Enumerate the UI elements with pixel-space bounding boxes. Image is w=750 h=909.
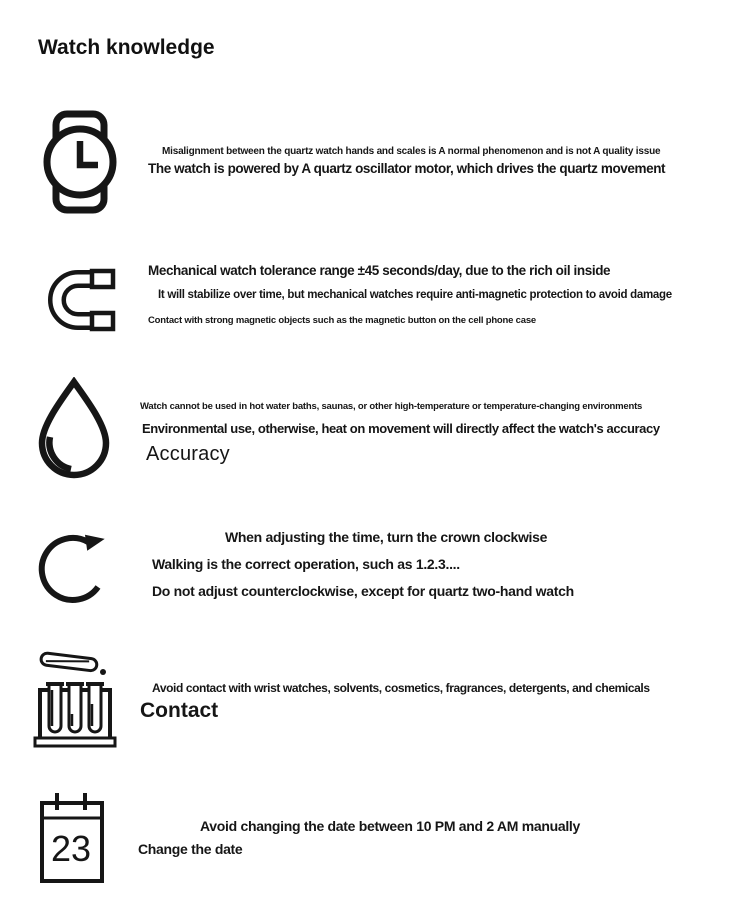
quartz-misalignment-note: Misalignment between the quartz watch hands and scales is A normal phenomenon and is not A quality issue xyxy=(162,146,661,157)
tolerance-range-text: Mechanical watch tolerance range ±45 seconds/day, due to the rich oil inside xyxy=(148,263,611,278)
stabilize-text: It will stabilize over time, but mechanical watches require anti-magnetic protection to avoid damage xyxy=(158,289,672,301)
quartz-motor-text: The watch is powered by A quartz oscillator motor, which drives the quartz movement xyxy=(148,161,666,176)
section-quartz-movement xyxy=(0,110,750,220)
test-tubes-icon xyxy=(33,644,117,748)
water-drop-icon xyxy=(33,377,115,479)
heat-on-movement-text: Environmental use, otherwise, heat on movement will directly affect the watch's accuracy xyxy=(142,421,660,436)
section-anti-magnetic xyxy=(0,256,750,346)
hot-water-note: Watch cannot be used in hot water baths, saunas, or other high-temperature or temperature-changing environments xyxy=(140,401,643,412)
avoid-date-change-text: Avoid changing the date between 10 PM and 2 AM manually xyxy=(200,818,580,834)
calendar-icon xyxy=(38,790,106,885)
section-temperature-accuracy xyxy=(0,376,750,482)
calendar-day: 23 xyxy=(50,828,92,869)
magnetic-objects-note: Contact with strong magnetic objects such as the magnetic button on the cell phone case xyxy=(148,315,536,326)
section-crown-adjustment xyxy=(0,518,750,613)
avoid-chemicals-text: Avoid contact with wrist watches, solvents, cosmetics, fragrances, detergents, and chemicals xyxy=(152,681,650,695)
accuracy-label: Accuracy xyxy=(146,443,230,465)
turn-crown-clockwise-text: When adjusting the time, turn the crown clockwise xyxy=(225,529,548,545)
contact-label: Contact xyxy=(140,699,219,722)
section-chemical-contact xyxy=(0,642,750,750)
clockwise-arrow-icon xyxy=(35,519,113,611)
section-date-change xyxy=(0,788,750,888)
wristwatch-icon xyxy=(37,110,123,214)
magnet-icon xyxy=(38,258,120,338)
walking-operation-text: Walking is the correct operation, such as 1.2.3.... xyxy=(152,556,460,572)
change-the-date-label: Change the date xyxy=(138,841,243,857)
page-title: Watch knowledge xyxy=(38,36,215,59)
no-counterclockwise-text: Do not adjust counterclockwise, except for quartz two-hand watch xyxy=(152,583,574,599)
